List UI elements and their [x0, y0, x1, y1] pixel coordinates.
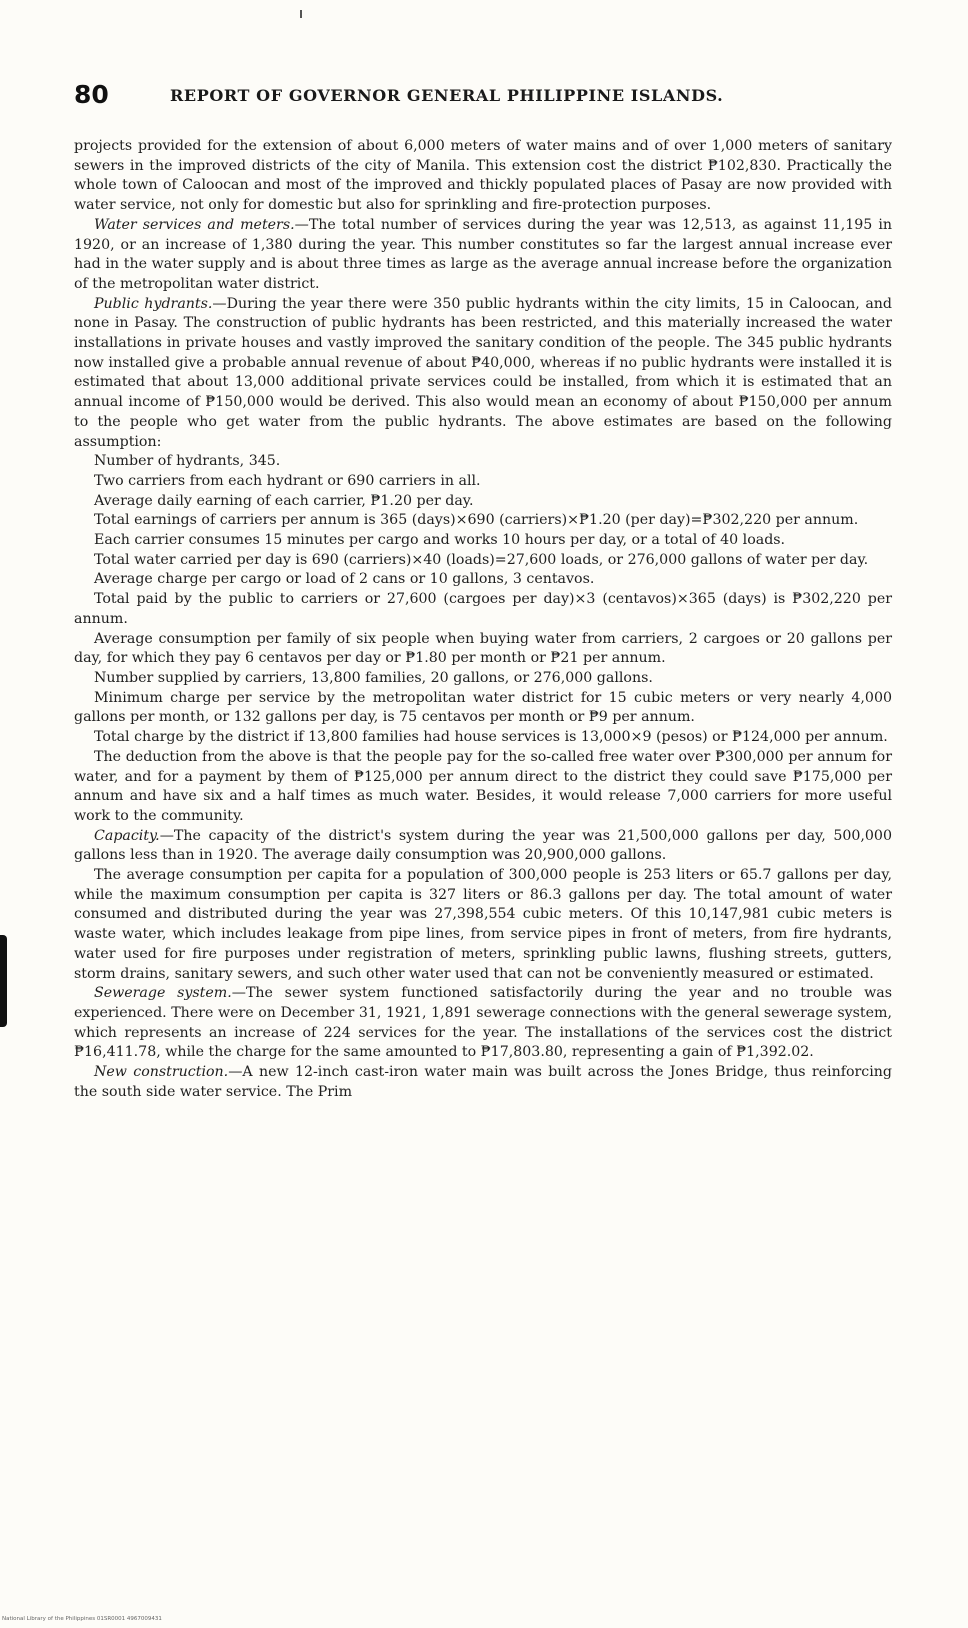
paragraph: Average consumption per family of six people when buying water from carriers, 2 cargoes or 20 gallons per day, for which they pay 6 centavos per day or ₱1.80 per month or ₱21 per annum.: [74, 630, 892, 667]
paragraph: Total water carried per day is 690 (carriers)×40 (loads)=27,600 loads, or 276,000 gallons of water per day.: [94, 551, 869, 568]
section-heading: Water services and meters.: [94, 216, 295, 233]
paragraph: Each carrier consumes 15 minutes per cargo and works 10 hours per day, or a total of 40 loads.: [94, 532, 786, 549]
binding-shadow: [0, 935, 7, 1027]
paragraph: projects provided for the extension of about 6,000 meters of water mains and of over 1,000 meters of sanitary sewers in the improved districts of the city of Manila. This extension cost the district ₱102,830. Practically the whole town of Caloocan and most of the improved and thickly populated places of Pasay are now provided with water service, not only for domestic but also for sprinkling and fire-protection purposes.: [74, 138, 892, 214]
paragraph: New construction.—A new 12-inch cast-iron water main was built across the Jones Bridge, thus reinforcing the south side water service. The Prim: [74, 1064, 892, 1100]
section-heading: Capacity.: [94, 827, 160, 844]
paragraph: Water services and meters.—The total number of services during the year was 12,513, as against 11,195 in 1920, or an increase of 1,380 during the year. This number constitutes so far the largest annual increase ever had in the water supply and is about three times as large as the average annual increase before the organization of the metropolitan water district.: [74, 216, 892, 292]
paragraph: Number of hydrants, 345.: [94, 453, 281, 470]
scan-footer-note: National Library of the Philippines 01SR0001 4967009431: [2, 1616, 162, 1622]
paragraph: Two carriers from each hydrant or 690 carriers in all.: [94, 472, 481, 489]
paragraph: Total paid by the public to carriers or 27,600 (cargoes per day)×3 (centavos)×365 (days) is ₱302,220 per annum.: [74, 591, 892, 627]
paragraph: Average charge per cargo or load of 2 cans or 10 gallons, 3 centavos.: [94, 571, 595, 588]
body-text: [74, 137, 892, 1102]
paragraph: Total charge by the district if 13,800 families had house services is 13,000×9 (pesos) or ₱124,000 per annum.: [94, 729, 888, 746]
page-number: 80: [74, 80, 109, 109]
paragraph: Sewerage system.—The sewer system functioned satisfactorily during the year and no trouble was experienced. There were on December 31, 1921, 1,891 sewerage connections with the general sewerage system, which represents an increase of 224 services for the year. The installations of the services cost the district ₱16,411.78, while the charge for the same amounted to ₱17,803.80, representing a gain of ₱1,392.02.: [74, 985, 892, 1061]
paragraph: Public hydrants.—During the year there were 350 public hydrants within the city limits, 15 in Caloocan, and none in Pasay. The construction of public hydrants has been restricted, and this materially increased the water installations in private houses and vastly improved the sanitary condition of the people. The 345 public hydrants now installed give a probable annual revenue of about ₱40,000, whereas if no public hydrants were installed it is estimated that about 13,000 additional private services could be installed, from which it is estimated that an annual income of ₱150,000 would be derived. This also would mean an economy of about ₱150,000 per annum to the people who get water from the public hydrants. The above estimates are based on the following assumption:: [74, 295, 893, 450]
running-title: REPORT OF GOVERNOR GENERAL PHILIPPINE ISLANDS.: [170, 86, 724, 105]
page-header: [74, 80, 894, 114]
section-heading: New construction.: [94, 1064, 229, 1081]
paragraph: Average daily earning of each carrier, ₱1.20 per day.: [94, 492, 474, 509]
scan-mark: [300, 10, 302, 18]
paragraph: The average consumption per capita for a population of 300,000 people is 253 liters or 65.7 gallons per day, while the maximum consumption per capita is 327 liters or 86.3 gallons per day. The total amount of water consumed and distributed during the year was 27,398,554 cubic meters. Of this 10,147,981 cubic meters is waste water, which includes leakage from pipe lines, from service pipes in front of meters, from fire hydrants, water used for fire purposes under registration of meters, sprinkling public lawns, flushing streets, gutters, storm drains, sanitary sewers, and such other water used that can not be conveniently measured or estimated.: [74, 867, 892, 982]
paragraph: Minimum charge per service by the metropolitan water district for 15 cubic meters or very nearly 4,000 gallons per month, or 132 gallons per day, is 75 centavos per month or ₱9 per annum.: [74, 689, 892, 726]
paragraph: Number supplied by carriers, 13,800 families, 20 gallons, or 276,000 gallons.: [94, 669, 653, 686]
paragraph: Total earnings of carriers per annum is 365 (days)×690 (carriers)×₱1.20 (per day)=₱302,220 per annum.: [94, 512, 859, 529]
section-heading: Sewerage system.: [94, 985, 232, 1002]
paragraph: The deduction from the above is that the people pay for the so-called free water over ₱300,000 per annum for water, and for a payment by them of ₱125,000 per annum direct to the district they could save ₱175,000 per annum and have six and a half times as much water. Besides, it would release 7,000 carriers for more useful work to the community.: [74, 748, 892, 824]
section-heading: Public hydrants.: [94, 295, 213, 312]
paragraph: Capacity.—The capacity of the district's system during the year was 21,500,000 gallons per day, 500,000 gallons less than in 1920. The average daily consumption was 20,900,000 gallons.: [74, 827, 892, 864]
